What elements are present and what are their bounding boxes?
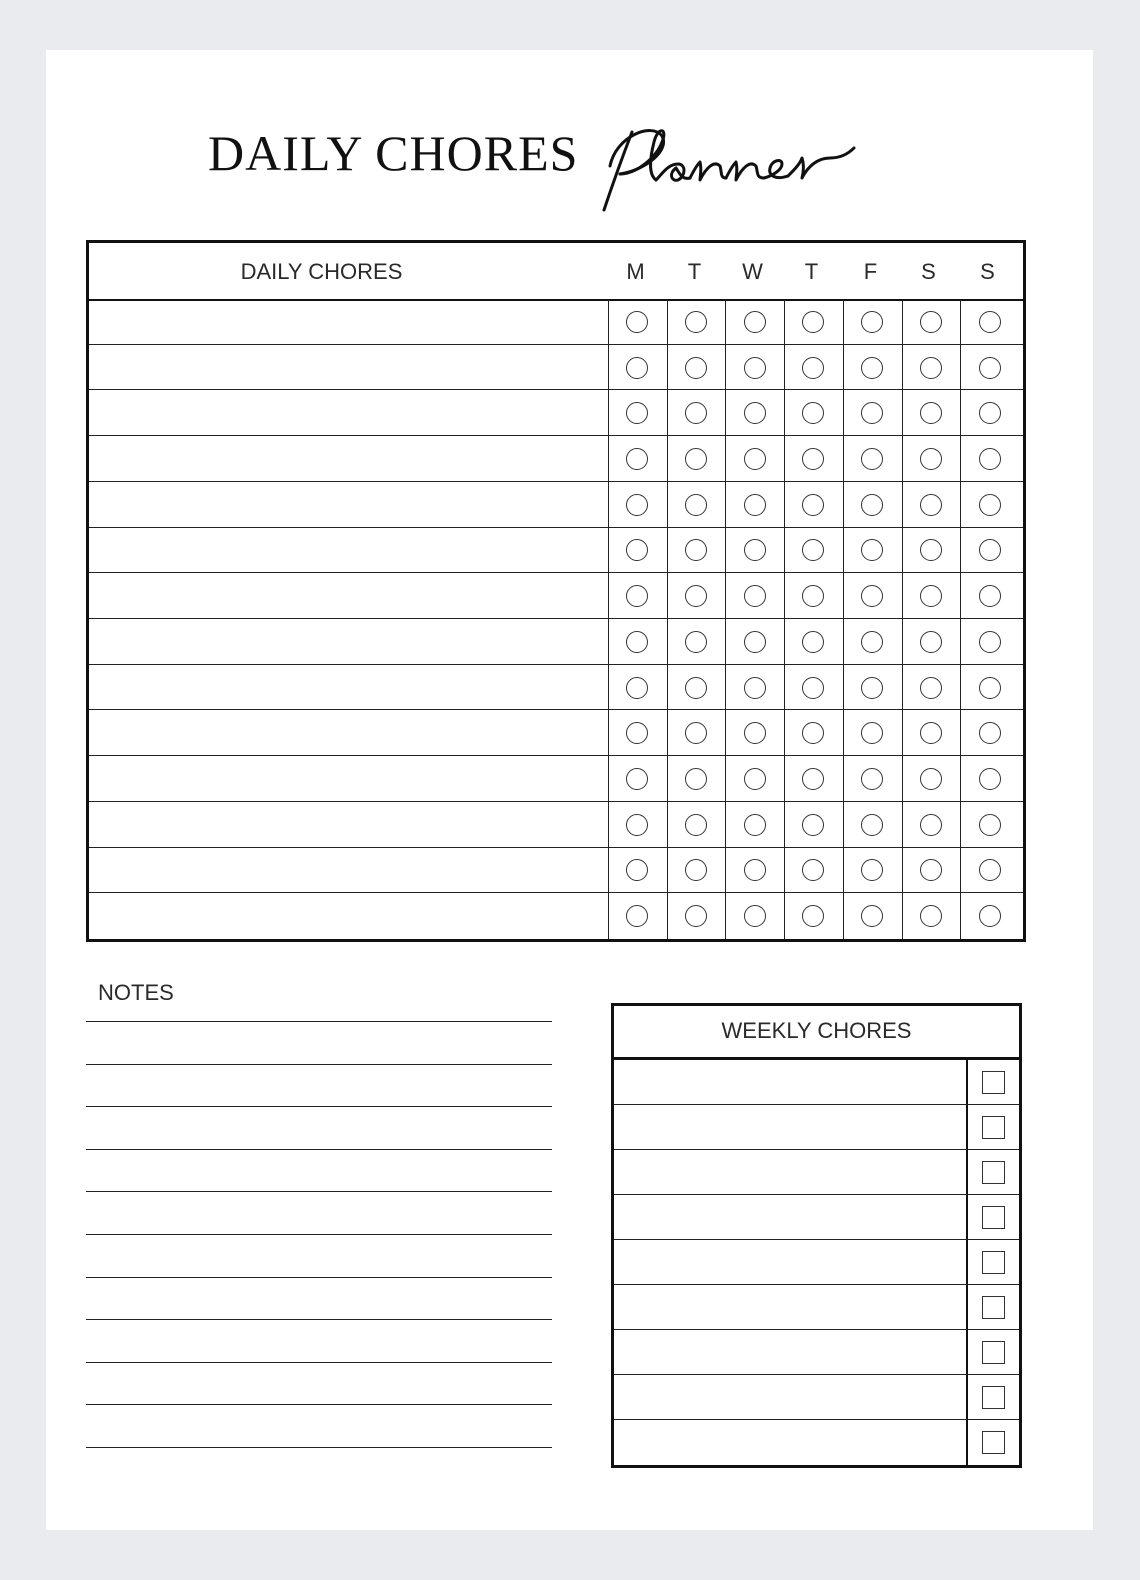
day-check-circle[interactable]	[744, 357, 766, 379]
day-check-circle[interactable]	[744, 585, 766, 607]
day-check-circle[interactable]	[685, 768, 707, 790]
day-check-circle[interactable]	[920, 402, 942, 424]
day-column-divider	[784, 299, 785, 939]
weekly-checkbox[interactable]	[982, 1116, 1005, 1139]
weekly-chores-table	[611, 1003, 1022, 1468]
day-check-circle[interactable]	[685, 448, 707, 470]
day-label-saturday: S	[921, 259, 936, 284]
weekly-chore-row[interactable]	[614, 1060, 1019, 1105]
weekly-checkbox[interactable]	[982, 1296, 1005, 1319]
day-check-circle[interactable]	[920, 311, 942, 333]
day-check-circle[interactable]	[802, 357, 824, 379]
day-column-divider	[667, 299, 668, 939]
day-check-circle[interactable]	[920, 814, 942, 836]
day-check-circle[interactable]	[802, 494, 824, 516]
day-check-circle[interactable]	[920, 905, 942, 927]
day-check-circle[interactable]	[920, 494, 942, 516]
note-line[interactable]	[86, 1362, 552, 1363]
day-check-circle[interactable]	[861, 677, 883, 699]
day-check-circle[interactable]	[685, 357, 707, 379]
weekly-chore-row[interactable]	[614, 1420, 1019, 1465]
day-check-circle[interactable]	[744, 631, 766, 653]
day-check-circle[interactable]	[626, 814, 648, 836]
day-check-circle[interactable]	[744, 311, 766, 333]
weekly-checkbox[interactable]	[982, 1071, 1005, 1094]
day-check-circle[interactable]	[920, 448, 942, 470]
day-check-circle[interactable]	[685, 631, 707, 653]
day-column-divider	[960, 299, 961, 939]
page-title-script	[596, 118, 866, 218]
day-check-circle[interactable]	[920, 357, 942, 379]
weekly-chore-row[interactable]	[614, 1285, 1019, 1330]
day-check-circle[interactable]	[861, 494, 883, 516]
day-check-circle[interactable]	[861, 631, 883, 653]
note-line[interactable]	[86, 1021, 552, 1022]
daily-chores-table	[86, 240, 1026, 942]
day-check-circle[interactable]	[744, 402, 766, 424]
day-check-circle[interactable]	[685, 677, 707, 699]
weekly-chore-row[interactable]	[614, 1330, 1019, 1375]
weekly-checkbox[interactable]	[982, 1341, 1005, 1364]
day-column-divider	[902, 299, 903, 939]
note-line[interactable]	[86, 1191, 552, 1192]
day-check-circle[interactable]	[920, 768, 942, 790]
day-check-circle[interactable]	[626, 677, 648, 699]
weekly-checkbox[interactable]	[982, 1431, 1005, 1454]
day-check-circle[interactable]	[979, 677, 1001, 699]
note-line[interactable]	[86, 1277, 552, 1278]
day-check-circle[interactable]	[861, 768, 883, 790]
day-check-circle[interactable]	[626, 494, 648, 516]
weekly-checkbox[interactable]	[982, 1386, 1005, 1409]
page-title: DAILY CHORES	[208, 125, 579, 181]
daily-table-header	[89, 243, 1023, 301]
day-check-circle[interactable]	[861, 814, 883, 836]
day-check-circle[interactable]	[979, 402, 1001, 424]
day-check-circle[interactable]	[861, 357, 883, 379]
day-check-circle[interactable]	[744, 722, 766, 744]
day-check-circle[interactable]	[744, 768, 766, 790]
day-check-circle[interactable]	[979, 585, 1001, 607]
day-check-circle[interactable]	[802, 677, 824, 699]
day-column-divider	[843, 299, 844, 939]
day-check-circle[interactable]	[744, 448, 766, 470]
day-check-circle[interactable]	[979, 357, 1001, 379]
day-label-sunday: S	[980, 259, 995, 284]
day-check-circle[interactable]	[979, 905, 1001, 927]
weekly-chore-row[interactable]	[614, 1375, 1019, 1420]
day-label-wednesday: W	[742, 259, 763, 284]
note-line[interactable]	[86, 1149, 552, 1150]
weekly-chore-row[interactable]	[614, 1195, 1019, 1240]
weekly-checkbox[interactable]	[982, 1161, 1005, 1184]
day-label-monday: M	[626, 259, 645, 284]
weekly-chore-row[interactable]	[614, 1240, 1019, 1285]
day-label-thursday: T	[804, 259, 819, 284]
day-check-circle[interactable]	[920, 677, 942, 699]
day-check-circle[interactable]	[744, 677, 766, 699]
day-check-circle[interactable]	[979, 859, 1001, 881]
day-check-circle[interactable]	[802, 814, 824, 836]
daily-chores-header-label: DAILY CHORES	[240, 259, 403, 284]
day-check-circle[interactable]	[861, 448, 883, 470]
day-check-circle[interactable]	[744, 814, 766, 836]
note-line[interactable]	[86, 1404, 552, 1405]
day-check-circle[interactable]	[979, 539, 1001, 561]
note-line[interactable]	[86, 1106, 552, 1107]
weekly-chores-header: WEEKLY CHORES	[614, 1006, 1019, 1060]
planner-script-lettering	[596, 118, 866, 218]
day-check-circle[interactable]	[920, 585, 942, 607]
day-check-circle[interactable]	[979, 631, 1001, 653]
note-line[interactable]	[86, 1447, 552, 1448]
day-check-circle[interactable]	[744, 905, 766, 927]
weekly-checkbox[interactable]	[982, 1251, 1005, 1274]
notes-label: NOTES	[98, 980, 174, 1005]
note-line[interactable]	[86, 1064, 552, 1065]
day-check-circle[interactable]	[979, 722, 1001, 744]
day-check-circle[interactable]	[685, 494, 707, 516]
day-check-circle[interactable]	[979, 448, 1001, 470]
day-check-circle[interactable]	[979, 814, 1001, 836]
day-check-circle[interactable]	[626, 357, 648, 379]
weekly-checkbox[interactable]	[982, 1206, 1005, 1229]
weekly-chore-row[interactable]	[614, 1150, 1019, 1195]
day-label-friday: F	[863, 259, 878, 284]
note-line[interactable]	[86, 1234, 552, 1235]
day-check-circle[interactable]	[920, 631, 942, 653]
day-check-circle[interactable]	[920, 722, 942, 744]
day-check-circle[interactable]	[979, 768, 1001, 790]
day-check-circle[interactable]	[685, 814, 707, 836]
day-check-circle[interactable]	[744, 494, 766, 516]
day-label-tuesday: T	[687, 259, 702, 284]
note-line[interactable]	[86, 1319, 552, 1320]
day-column-divider	[725, 299, 726, 939]
weekly-chore-row[interactable]	[614, 1105, 1019, 1150]
day-check-circle[interactable]	[685, 311, 707, 333]
day-check-circle[interactable]	[861, 311, 883, 333]
day-column-divider	[608, 299, 609, 939]
day-check-circle[interactable]	[979, 311, 1001, 333]
day-check-circle[interactable]	[979, 494, 1001, 516]
